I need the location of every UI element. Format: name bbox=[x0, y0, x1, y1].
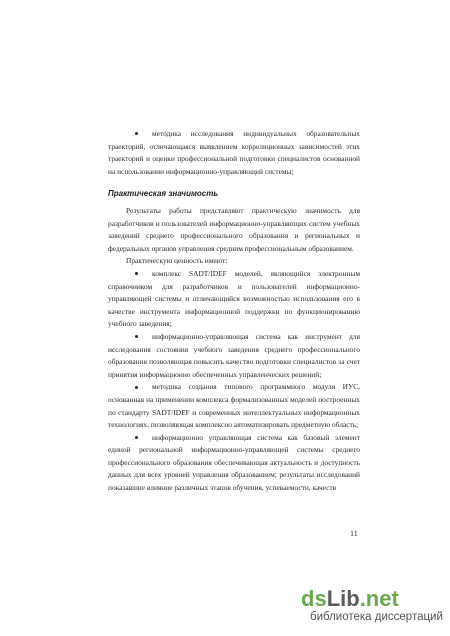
list-item: методика создания типового программного модуля ИУС, основанная на применении комплекса формализованных моделей построенных по стандарту SADT/IDEF и современных интеллектуальных информационных технологиях, позволяющая комплексно автоматизировать предметную область; bbox=[108, 382, 360, 430]
list-item: информационно-управляющая система как инструмент для исследования состояния учебного заведения среднего профессионального образования позволяющая повысить качество подготовки специалистов за счет принятия информационно обеспеченных управленческих решений; bbox=[108, 331, 360, 379]
list-item: комплекс SADT/IDEF моделей, являющийся электронным справочником для разработчиков и пользователей информационно-управляющей системы и отличающийся возможностью использования его в качестве инструмента информационной поддержки по функционированию учебного заведения; bbox=[108, 268, 360, 329]
page-number: 11 bbox=[350, 529, 358, 538]
watermark-tagline: библиотека диссертаций bbox=[310, 611, 443, 623]
bullet-text: методика исследования индивидуальных образовательных траекторий, отличающаяся выявлением корреляционных зависимостей этих траекторий и оценки профессиональной подготовки специалистов основанной на использовании информационно-управляющей системы; bbox=[108, 129, 360, 176]
bullet-icon bbox=[135, 335, 138, 338]
paragraph-value: Практическую ценность имеют: bbox=[126, 256, 228, 266]
bullet-icon bbox=[135, 132, 138, 135]
body-text bbox=[108, 205, 360, 495]
paragraph-results: Результаты работы представляют практическую значимость для разработчиков и пользователей информационно-управляющих систем учебных заведений среднего профессионального образования и региональных и федеральных органов управления средним профессиональным образованием. bbox=[108, 206, 360, 253]
bullet-icon bbox=[135, 436, 138, 439]
bullet-icon bbox=[135, 272, 138, 275]
list-item: информационно управляющая система как базовый элемент единой региональной информационно-управляющей системы среднего профессионального образования обеспечивающая актуальность и доступность данных для всех уровней управления образованием; результаты исследований показавшие влияние различных этапов обучения, успеваемости, качеств bbox=[108, 432, 360, 493]
watermark-logo: ds Lib .net bbox=[301, 586, 399, 611]
bullet-icon bbox=[135, 386, 138, 389]
bullet-item-methodology bbox=[108, 128, 360, 178]
section-heading: Практическая значимость bbox=[108, 189, 219, 198]
